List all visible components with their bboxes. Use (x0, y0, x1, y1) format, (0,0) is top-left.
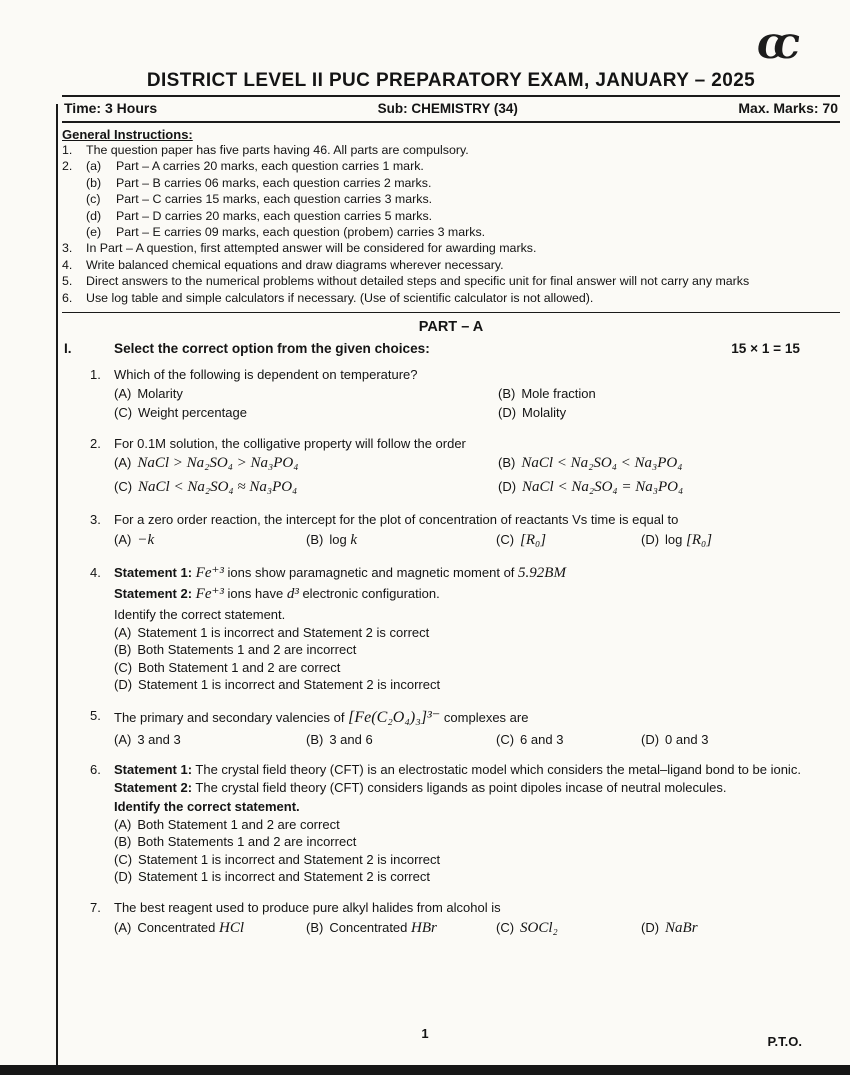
instruction-text: Write balanced chemical equations and draw diagrams wherever necessary. (86, 257, 504, 272)
option-formula: k (350, 532, 357, 549)
option-label: (A) (114, 386, 132, 402)
option-c (496, 919, 641, 939)
option-text: Both Statements 1 and 2 are incorrect (137, 834, 357, 850)
option-label: (B) (498, 454, 516, 470)
statement-label: Statement 2: (114, 586, 193, 602)
option-a (114, 919, 306, 939)
statement-label: Statement 1: (114, 565, 193, 581)
pto-label: P.T.O. (767, 1034, 802, 1049)
identify-line: Identify the correct statement. (114, 606, 286, 622)
question-number: 4. (90, 565, 101, 581)
question-text (114, 707, 840, 728)
option-label: (A) (114, 624, 132, 640)
exam-subject: Sub: CHEMISTRY (34) (377, 101, 518, 116)
statement-1 (114, 761, 810, 778)
option-b (114, 641, 810, 659)
option-label: (D) (641, 919, 660, 935)
option-c (496, 531, 641, 551)
statement-1 (114, 564, 810, 584)
question-5 (90, 707, 840, 748)
option-formula: −k (137, 532, 155, 549)
option-d (641, 919, 840, 939)
question-head (90, 435, 840, 452)
instruction-item (62, 224, 840, 240)
exam-title: DISTRICT LEVEL II PUC PREPARATORY EXAM, JANUARY – 2025 (146, 70, 756, 91)
option-a (114, 454, 498, 474)
instruction-item (62, 290, 840, 306)
option-a (114, 624, 810, 642)
option-label: (B) (306, 532, 324, 548)
question-number: 2. (90, 435, 101, 451)
instruction-item (62, 240, 840, 256)
option-text: Statement 1 is incorrect and Statement 2 is correct (137, 624, 430, 640)
statement-text: The crystal field theory (CFT) considers ligands as point dipoles incase of neutral molecules. (195, 780, 727, 796)
option-label: (D) (641, 732, 660, 748)
exam-max-marks: Max. Marks: 70 (738, 100, 838, 116)
option-label: (B) (306, 732, 324, 748)
option-b (114, 833, 810, 851)
statement-text: ions have (227, 586, 284, 602)
page-number: 1 (421, 1026, 429, 1041)
statement-formula: Fe⁺³ (195, 586, 224, 603)
instruction-subnumber: (e) (86, 225, 102, 240)
question-6 (90, 761, 840, 885)
option-a (114, 731, 306, 748)
option-label: (C) (114, 851, 133, 867)
instruction-text: Part – A carries 20 marks, each question carries 1 mark. (116, 159, 424, 174)
option-formula: [R₀] (686, 532, 713, 549)
statement-formula: Fe⁺³ (195, 565, 224, 582)
option-a (114, 385, 498, 402)
question-head (90, 564, 840, 694)
instruction-number: 4. (62, 257, 73, 272)
section-prompt: Select the correct option from the given choices: (114, 341, 430, 357)
option-c (496, 731, 641, 748)
instruction-text: In Part – A question, first attempted answer will be considered for awarding marks. (86, 241, 537, 256)
option-d (114, 676, 810, 694)
option-formula: NaCl < Na₂SO₄ ≈ Na₃PO₄ (138, 479, 298, 496)
option-text: Molality (522, 405, 567, 421)
question-text-pre: The primary and secondary valencies of (114, 709, 345, 725)
question-head (90, 899, 840, 916)
section-row (62, 341, 840, 356)
option-text: Both Statement 1 and 2 are correct (138, 659, 341, 675)
question-formula: [Fe(C₂O₄)₃]³⁻ (348, 708, 441, 726)
instruction-number: 5. (62, 274, 73, 289)
option-b (498, 385, 840, 402)
option-formula: [R₀] (520, 532, 547, 549)
option-formula: SOCl₂ (520, 919, 558, 936)
question-number: 6. (90, 762, 101, 778)
option-label: (B) (114, 834, 132, 850)
instruction-text: Part – E carries 09 marks, each question (probem) carries 3 marks. (116, 225, 486, 240)
question-options (114, 919, 840, 939)
instruction-item (62, 175, 840, 191)
question-number: 3. (90, 512, 101, 528)
option-label: (C) (114, 405, 133, 421)
option-label: (D) (498, 405, 517, 421)
question-options (114, 385, 840, 421)
instruction-subnumber: (b) (86, 175, 102, 190)
option-label: (A) (114, 454, 132, 470)
question-statements (114, 761, 840, 885)
exam-meta-row (62, 97, 840, 118)
instruction-number (62, 191, 86, 207)
question-options (114, 624, 810, 694)
option-label: (C) (496, 532, 515, 548)
option-text: Molarity (137, 386, 183, 402)
option-label: (B) (498, 386, 516, 402)
instruction-number (62, 175, 86, 191)
option-text: Concentrated (137, 919, 216, 935)
option-label: (A) (114, 732, 132, 748)
option-text: 0 and 3 (665, 732, 709, 748)
instruction-item (62, 191, 840, 207)
option-label: (C) (496, 732, 515, 748)
instruction-text: Part – D carries 20 marks, each question carries 5 marks. (116, 208, 433, 223)
statement-text: electronic configuration. (302, 586, 440, 602)
option-text: Both Statements 1 and 2 are incorrect (137, 642, 357, 658)
question-number: 1. (90, 367, 101, 383)
instructions-divider (62, 312, 840, 313)
instruction-subnumber: (c) (86, 192, 101, 207)
statement-2 (114, 779, 810, 796)
question-options (114, 816, 810, 886)
option-b (306, 531, 496, 551)
option-text: 3 and 6 (329, 732, 373, 748)
option-label: (A) (114, 816, 132, 832)
option-text: log (329, 532, 347, 548)
option-label: (B) (114, 642, 132, 658)
option-b (498, 454, 840, 474)
instructions-heading: General Instructions: (62, 127, 193, 142)
option-text: Statement 1 is incorrect and Statement 2 is correct (138, 869, 430, 885)
option-label: (A) (114, 532, 132, 548)
question-head (90, 761, 840, 885)
option-text: Concentrated (329, 919, 408, 935)
option-label: (C) (114, 479, 133, 495)
instruction-item (62, 257, 840, 273)
option-label: (D) (498, 479, 517, 495)
instruction-text: Use log table and simple calculators if necessary. (Use of scientific calculator is not allowed). (86, 290, 594, 305)
instruction-number (62, 208, 86, 224)
section-marks: 15 × 1 = 15 (731, 341, 800, 357)
question-2 (90, 435, 840, 499)
question-statements (114, 564, 840, 694)
instruction-text: Part – B carries 06 marks, each question carries 2 marks. (116, 175, 432, 190)
instruction-text: The question paper has five parts having 46. All parts are compulsory. (86, 143, 469, 157)
statement-label: Statement 1: (114, 762, 193, 778)
instruction-number: 3. (62, 241, 73, 256)
question-1 (90, 366, 840, 421)
bottom-border-bar (0, 1065, 850, 1075)
option-c (114, 478, 498, 498)
part-a-heading: PART – A (418, 319, 484, 336)
instruction-number: 6. (62, 290, 73, 305)
question-number: 5. (90, 707, 101, 723)
option-text: log (665, 532, 683, 548)
question-4 (90, 564, 840, 694)
question-text: For a zero order reaction, the intercept for the plot of concentration of reactants Vs time is equal to (114, 512, 679, 528)
question-text: Which of the following is dependent on temperature? (114, 367, 418, 383)
cc-logo: CC (754, 28, 793, 66)
question-head (90, 707, 840, 728)
statement-formula: d³ (286, 586, 299, 603)
exam-time: Time: 3 Hours (64, 100, 158, 116)
question-3 (90, 511, 840, 551)
option-a (114, 531, 306, 551)
statement-label: Statement 2: (114, 780, 193, 796)
option-a (114, 816, 810, 834)
option-label: (C) (114, 659, 133, 675)
option-d (498, 478, 840, 498)
option-label: (D) (114, 677, 133, 693)
option-text: Mole fraction (521, 386, 596, 402)
option-text: 3 and 3 (137, 732, 181, 748)
question-number: 7. (90, 899, 101, 915)
option-c (114, 851, 810, 869)
instruction-subnumber: (d) (86, 208, 102, 223)
statement-text: The crystal field theory (CFT) is an electrostatic model which considers the metal–ligand bond to be ionic. (195, 762, 801, 778)
option-text: 6 and 3 (520, 732, 564, 748)
option-label: (A) (114, 919, 132, 935)
question-options (114, 531, 840, 551)
option-formula: HCl (219, 919, 245, 936)
instruction-number: 2. (62, 159, 73, 174)
option-formula: NaBr (665, 919, 698, 936)
option-d (114, 868, 810, 886)
instruction-number (62, 224, 86, 240)
option-formula: NaCl < Na₂SO₄ = Na₃PO₄ (522, 479, 684, 496)
identify-line: Identify the correct statement. (114, 798, 300, 814)
option-label: (B) (306, 919, 324, 935)
option-c (114, 659, 810, 677)
statement-2 (114, 585, 810, 605)
instruction-item (62, 273, 840, 289)
option-label: (D) (641, 532, 660, 548)
option-label: (D) (114, 869, 133, 885)
instruction-text: Direct answers to the numerical problems without detailed steps and specific unit for final answer will not carry any marks (86, 274, 750, 289)
question-text: The best reagent used to produce pure alkyl halides from alcohol is (114, 899, 501, 915)
statement-text: ions show paramagnetic and magnetic moment of (227, 565, 515, 581)
option-text: Statement 1 is incorrect and Statement 2 is incorrect (138, 677, 441, 693)
question-head (90, 366, 840, 383)
option-b (306, 731, 496, 748)
instruction-subnumber: (a) (86, 159, 102, 174)
instruction-item (62, 208, 840, 224)
statement-formula: 5.92BM (518, 565, 566, 582)
option-text: Statement 1 is incorrect and Statement 2 is incorrect (138, 851, 441, 867)
option-d (641, 531, 840, 551)
question-head (90, 511, 840, 528)
instruction-item (62, 142, 840, 158)
option-c (114, 404, 498, 421)
option-text: Both Statement 1 and 2 are correct (137, 816, 340, 832)
option-b (306, 919, 496, 939)
instruction-number: 1. (62, 143, 73, 157)
left-border-rule (56, 104, 58, 1075)
page-content (62, 30, 840, 952)
option-formula: NaCl < Na₂SO₄ < Na₃PO₄ (521, 454, 683, 471)
instruction-text: Part – C carries 15 marks, each question carries 3 marks. (116, 192, 433, 207)
question-options (114, 731, 840, 748)
question-options (114, 454, 840, 499)
option-label: (C) (496, 919, 515, 935)
question-text: For 0.1M solution, the colligative property will follow the order (114, 435, 466, 451)
meta-underline (62, 121, 840, 123)
option-text: Weight percentage (138, 405, 247, 421)
option-d (641, 731, 840, 748)
option-d (498, 404, 840, 421)
question-text-post: complexes are (443, 709, 529, 725)
question-7 (90, 899, 840, 939)
instruction-item (62, 158, 840, 174)
option-formula: NaCl > Na₂SO₄ > Na₃PO₄ (137, 454, 299, 471)
section-roman: I. (64, 341, 72, 357)
option-formula: HBr (411, 919, 437, 936)
